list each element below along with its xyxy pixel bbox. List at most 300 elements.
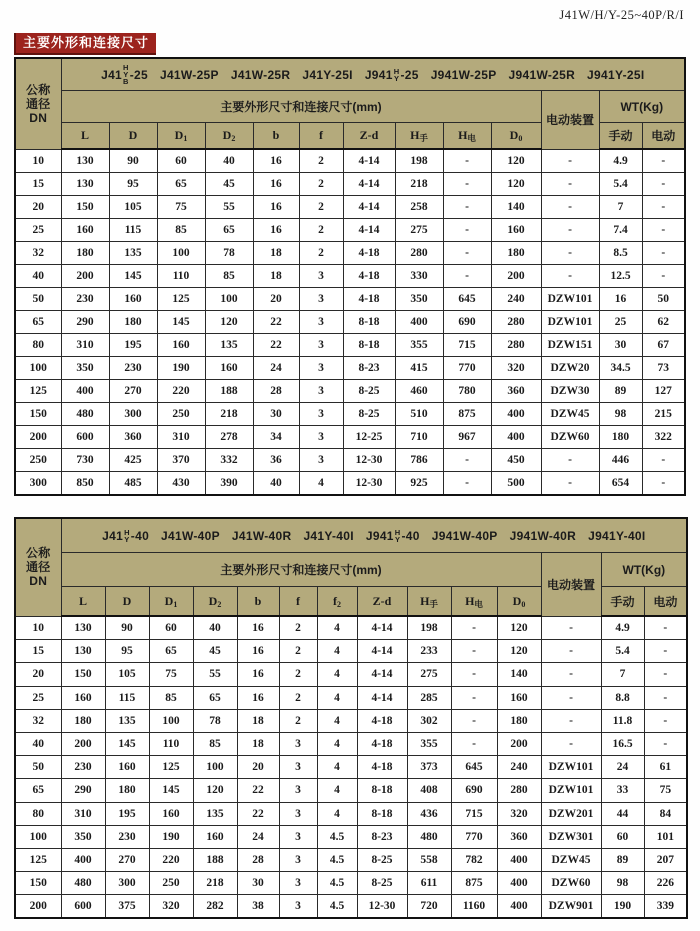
data-cell: 8-18 bbox=[343, 311, 395, 334]
dim-column-header: $D_2$ bbox=[193, 587, 237, 617]
data-cell: 160 bbox=[105, 756, 149, 779]
table-row bbox=[15, 149, 685, 173]
data-cell: 730 bbox=[61, 449, 109, 472]
models-header bbox=[61, 518, 687, 553]
table-row bbox=[15, 449, 685, 472]
data-cell: 654 bbox=[599, 472, 642, 496]
data-cell: 5.4 bbox=[599, 173, 642, 196]
data-cell: 400 bbox=[491, 426, 541, 449]
data-cell: 12-30 bbox=[357, 895, 407, 919]
dn-value-cell: 100 bbox=[15, 825, 61, 848]
data-cell: 7 bbox=[601, 663, 644, 686]
data-cell: DZW101 bbox=[541, 779, 601, 802]
data-cell: 7.4 bbox=[599, 219, 642, 242]
data-cell: - bbox=[443, 472, 491, 496]
data-cell: 4.9 bbox=[601, 616, 644, 640]
data-cell: 3 bbox=[279, 779, 317, 802]
data-cell: 4 bbox=[317, 802, 357, 825]
data-cell: 25 bbox=[599, 311, 642, 334]
dn-value-cell: 10 bbox=[15, 616, 61, 640]
data-cell: 120 bbox=[491, 149, 541, 173]
data-cell: 558 bbox=[407, 848, 451, 871]
data-cell: 16 bbox=[237, 686, 279, 709]
data-cell: 73 bbox=[642, 357, 685, 380]
data-cell: 120 bbox=[205, 311, 253, 334]
actuator-column-header: 电动装置 bbox=[541, 91, 599, 150]
data-cell: 200 bbox=[497, 732, 541, 755]
data-cell: 8-18 bbox=[357, 802, 407, 825]
table-row bbox=[15, 825, 687, 848]
data-cell: 320 bbox=[491, 357, 541, 380]
data-cell: 270 bbox=[105, 848, 149, 871]
dn-value-cell: 20 bbox=[15, 196, 61, 219]
dim-column-header: D bbox=[105, 587, 149, 617]
data-cell: - bbox=[642, 449, 685, 472]
data-cell: 2 bbox=[299, 149, 343, 173]
data-cell: - bbox=[451, 686, 497, 709]
data-cell: 370 bbox=[157, 449, 205, 472]
table-row bbox=[15, 196, 685, 219]
dim-column-header: $D_1$ bbox=[157, 123, 205, 150]
data-cell: 4 bbox=[317, 732, 357, 755]
data-cell: 4-14 bbox=[343, 196, 395, 219]
data-cell: 127 bbox=[642, 380, 685, 403]
data-cell: 300 bbox=[105, 872, 149, 895]
data-cell: 100 bbox=[193, 756, 237, 779]
data-cell: 275 bbox=[395, 219, 443, 242]
data-cell: DZW45 bbox=[541, 848, 601, 871]
data-cell: - bbox=[541, 173, 599, 196]
data-cell: 8-23 bbox=[357, 825, 407, 848]
table-row bbox=[15, 732, 687, 755]
data-cell: 65 bbox=[149, 640, 193, 663]
data-cell: 2 bbox=[299, 219, 343, 242]
data-cell: DZW201 bbox=[541, 802, 601, 825]
data-cell: 180 bbox=[599, 426, 642, 449]
data-cell: 220 bbox=[157, 380, 205, 403]
data-cell: 967 bbox=[443, 426, 491, 449]
data-cell: 4-14 bbox=[343, 173, 395, 196]
dimensions-table-pn25 bbox=[14, 57, 686, 496]
data-cell: 460 bbox=[395, 380, 443, 403]
dim-column-header: $H_手$ bbox=[407, 587, 451, 617]
data-cell: DZW30 bbox=[541, 380, 599, 403]
table-row bbox=[15, 357, 685, 380]
data-cell: 145 bbox=[105, 732, 149, 755]
data-cell: 30 bbox=[599, 334, 642, 357]
data-cell: 7 bbox=[599, 196, 642, 219]
data-cell: 400 bbox=[61, 380, 109, 403]
data-cell: 4-18 bbox=[343, 265, 395, 288]
data-cell: 18 bbox=[253, 265, 299, 288]
data-cell: - bbox=[541, 149, 599, 173]
data-cell: 690 bbox=[451, 779, 497, 802]
actuator-column-header: 电动装置 bbox=[541, 553, 601, 617]
data-cell: 8-18 bbox=[343, 334, 395, 357]
data-cell: 85 bbox=[157, 219, 205, 242]
data-cell: 3 bbox=[299, 311, 343, 334]
data-cell: 360 bbox=[109, 426, 157, 449]
dn-value-cell: 80 bbox=[15, 334, 61, 357]
data-cell: 190 bbox=[601, 895, 644, 919]
data-cell: 65 bbox=[157, 173, 205, 196]
data-cell: - bbox=[451, 732, 497, 755]
dim-column-header: $D_0$ bbox=[491, 123, 541, 150]
data-cell: 8-25 bbox=[357, 848, 407, 871]
data-cell: 4 bbox=[317, 663, 357, 686]
data-cell: 3 bbox=[299, 426, 343, 449]
data-cell: 285 bbox=[407, 686, 451, 709]
data-cell: 140 bbox=[491, 196, 541, 219]
table-row bbox=[15, 709, 687, 732]
data-cell: 61 bbox=[644, 756, 687, 779]
data-cell: 36 bbox=[253, 449, 299, 472]
data-cell: 195 bbox=[109, 334, 157, 357]
data-cell: 145 bbox=[109, 265, 157, 288]
dn-value-cell: 32 bbox=[15, 709, 61, 732]
data-cell: - bbox=[443, 149, 491, 173]
data-cell: 611 bbox=[407, 872, 451, 895]
data-cell: 3 bbox=[279, 825, 317, 848]
data-cell: 480 bbox=[407, 825, 451, 848]
dim-column-header: b bbox=[237, 587, 279, 617]
data-cell: 160 bbox=[205, 357, 253, 380]
data-cell: 145 bbox=[157, 311, 205, 334]
data-cell: - bbox=[541, 616, 601, 640]
data-cell: DZW151 bbox=[541, 334, 599, 357]
data-cell: 715 bbox=[443, 334, 491, 357]
dn-value-cell: 125 bbox=[15, 848, 61, 871]
data-cell: - bbox=[541, 472, 599, 496]
data-cell: 160 bbox=[61, 686, 105, 709]
data-cell: 89 bbox=[601, 848, 644, 871]
data-cell: 188 bbox=[205, 380, 253, 403]
data-cell: 720 bbox=[407, 895, 451, 919]
dn-value-cell: 40 bbox=[15, 732, 61, 755]
data-cell: 84 bbox=[644, 802, 687, 825]
data-cell: - bbox=[541, 732, 601, 755]
dn-value-cell: 125 bbox=[15, 380, 61, 403]
table-row bbox=[15, 616, 687, 640]
data-cell: 120 bbox=[497, 616, 541, 640]
model-designation: J41W-40R bbox=[231, 528, 292, 543]
data-cell: 50 bbox=[642, 288, 685, 311]
model-designation: J941 H Y -40 bbox=[365, 527, 420, 544]
data-cell: 130 bbox=[61, 640, 105, 663]
data-cell: 375 bbox=[105, 895, 149, 919]
data-cell: 85 bbox=[205, 265, 253, 288]
data-cell: 850 bbox=[61, 472, 109, 496]
data-cell: 320 bbox=[497, 802, 541, 825]
data-cell: 30 bbox=[237, 872, 279, 895]
data-cell: DZW45 bbox=[541, 403, 599, 426]
data-cell: - bbox=[644, 709, 687, 732]
weight-manual-header: 手动 bbox=[601, 587, 644, 617]
data-cell: - bbox=[451, 709, 497, 732]
data-cell: 485 bbox=[109, 472, 157, 496]
data-cell: 8-25 bbox=[357, 872, 407, 895]
data-cell: 22 bbox=[237, 779, 279, 802]
table-row bbox=[15, 640, 687, 663]
dim-column-header: L bbox=[61, 123, 109, 150]
data-cell: 135 bbox=[109, 242, 157, 265]
data-cell: 180 bbox=[109, 311, 157, 334]
data-cell: 89 bbox=[599, 380, 642, 403]
data-cell: 12-30 bbox=[343, 449, 395, 472]
dim-column-header: D bbox=[109, 123, 157, 150]
dimensions-table-pn40 bbox=[14, 517, 688, 919]
data-cell: 34.5 bbox=[599, 357, 642, 380]
data-cell: 645 bbox=[451, 756, 497, 779]
model-designation: J941W-40R bbox=[509, 528, 577, 543]
data-cell: 400 bbox=[491, 403, 541, 426]
data-cell: 4.5 bbox=[317, 872, 357, 895]
data-cell: 40 bbox=[193, 616, 237, 640]
weight-group-header: WT(Kg) bbox=[599, 91, 685, 123]
data-cell: 16 bbox=[253, 196, 299, 219]
table-row bbox=[15, 265, 685, 288]
data-cell: 400 bbox=[395, 311, 443, 334]
data-cell: 110 bbox=[157, 265, 205, 288]
model-designation: J941Y-25I bbox=[587, 67, 645, 82]
data-cell: 230 bbox=[109, 357, 157, 380]
data-cell: 290 bbox=[61, 779, 105, 802]
data-cell: 24 bbox=[253, 357, 299, 380]
data-cell: 180 bbox=[61, 709, 105, 732]
data-cell: 78 bbox=[205, 242, 253, 265]
weight-electric-header: 电动 bbox=[642, 123, 685, 150]
data-cell: 16 bbox=[253, 173, 299, 196]
data-cell: 390 bbox=[205, 472, 253, 496]
data-cell: 2 bbox=[279, 686, 317, 709]
data-cell: DZW901 bbox=[541, 895, 601, 919]
model-designation: J41Y-25I bbox=[302, 67, 353, 82]
dn-value-cell: 150 bbox=[15, 872, 61, 895]
data-cell: 45 bbox=[205, 173, 253, 196]
data-cell: 4 bbox=[317, 686, 357, 709]
data-cell: 415 bbox=[395, 357, 443, 380]
data-cell: 135 bbox=[193, 802, 237, 825]
data-cell: 65 bbox=[205, 219, 253, 242]
data-cell: 125 bbox=[149, 756, 193, 779]
data-cell: - bbox=[642, 242, 685, 265]
data-cell: 8-23 bbox=[343, 357, 395, 380]
data-cell: 230 bbox=[105, 825, 149, 848]
data-cell: 355 bbox=[407, 732, 451, 755]
data-cell: 230 bbox=[61, 288, 109, 311]
dn-value-cell: 50 bbox=[15, 288, 61, 311]
data-cell: DZW301 bbox=[541, 825, 601, 848]
data-cell: 20 bbox=[237, 756, 279, 779]
data-cell: 62 bbox=[642, 311, 685, 334]
data-cell: 140 bbox=[497, 663, 541, 686]
table-row bbox=[15, 872, 687, 895]
data-cell: - bbox=[443, 219, 491, 242]
data-cell: 240 bbox=[491, 288, 541, 311]
dn-value-cell: 65 bbox=[15, 779, 61, 802]
data-cell: 115 bbox=[105, 686, 149, 709]
dn-value-cell: 50 bbox=[15, 756, 61, 779]
data-cell: 2 bbox=[299, 173, 343, 196]
data-cell: 770 bbox=[451, 825, 497, 848]
dim-column-header: $f_2$ bbox=[317, 587, 357, 617]
data-cell: 310 bbox=[61, 334, 109, 357]
data-cell: 101 bbox=[644, 825, 687, 848]
dim-column-header: Z-d bbox=[357, 587, 407, 617]
dn-value-cell: 25 bbox=[15, 219, 61, 242]
data-cell: 98 bbox=[601, 872, 644, 895]
data-cell: 226 bbox=[644, 872, 687, 895]
dim-column-header: f bbox=[279, 587, 317, 617]
data-cell: 145 bbox=[149, 779, 193, 802]
data-cell: - bbox=[642, 173, 685, 196]
data-cell: - bbox=[642, 149, 685, 173]
data-cell: 12.5 bbox=[599, 265, 642, 288]
data-cell: 22 bbox=[237, 802, 279, 825]
data-cell: 40 bbox=[253, 472, 299, 496]
data-cell: 770 bbox=[443, 357, 491, 380]
dn-value-cell: 80 bbox=[15, 802, 61, 825]
data-cell: 100 bbox=[205, 288, 253, 311]
data-cell: 450 bbox=[491, 449, 541, 472]
data-cell: 310 bbox=[157, 426, 205, 449]
data-cell: 115 bbox=[109, 219, 157, 242]
data-cell: 400 bbox=[497, 895, 541, 919]
data-cell: 130 bbox=[61, 173, 109, 196]
model-designation: J941W-25P bbox=[430, 67, 497, 82]
data-cell: 408 bbox=[407, 779, 451, 802]
data-cell: 218 bbox=[395, 173, 443, 196]
data-cell: 8.5 bbox=[599, 242, 642, 265]
data-cell: 55 bbox=[193, 663, 237, 686]
models-header bbox=[61, 58, 685, 91]
dn-value-cell: 20 bbox=[15, 663, 61, 686]
data-cell: 4.5 bbox=[317, 825, 357, 848]
data-cell: 160 bbox=[497, 686, 541, 709]
data-cell: 875 bbox=[451, 872, 497, 895]
table-row bbox=[15, 403, 685, 426]
dim-column-header: $D_2$ bbox=[205, 123, 253, 150]
data-cell: 200 bbox=[491, 265, 541, 288]
data-cell: 40 bbox=[205, 149, 253, 173]
data-cell: - bbox=[541, 709, 601, 732]
model-designation: J41Y-40I bbox=[303, 528, 354, 543]
data-cell: 18 bbox=[237, 709, 279, 732]
dn-value-cell: 200 bbox=[15, 426, 61, 449]
data-cell: 4 bbox=[317, 756, 357, 779]
table-row bbox=[15, 472, 685, 496]
dn-value-cell: 25 bbox=[15, 686, 61, 709]
data-cell: 100 bbox=[157, 242, 205, 265]
stacked-suffix-letters: H Y bbox=[124, 527, 130, 544]
data-cell: 215 bbox=[642, 403, 685, 426]
model-designation: J41W-25P bbox=[159, 67, 219, 82]
data-cell: 3 bbox=[299, 334, 343, 357]
dn-value-cell: 15 bbox=[15, 640, 61, 663]
data-cell: 430 bbox=[157, 472, 205, 496]
data-cell: 2 bbox=[279, 640, 317, 663]
data-cell: 30 bbox=[253, 403, 299, 426]
data-cell: 198 bbox=[395, 149, 443, 173]
data-cell: 332 bbox=[205, 449, 253, 472]
data-cell: 218 bbox=[205, 403, 253, 426]
data-cell: 16.5 bbox=[601, 732, 644, 755]
data-cell: 310 bbox=[61, 802, 105, 825]
data-cell: 480 bbox=[61, 403, 109, 426]
data-cell: 38 bbox=[237, 895, 279, 919]
data-cell: 3 bbox=[279, 732, 317, 755]
data-cell: 5.4 bbox=[601, 640, 644, 663]
data-cell: 4-18 bbox=[343, 288, 395, 311]
data-cell: 16 bbox=[253, 219, 299, 242]
data-cell: - bbox=[451, 616, 497, 640]
data-cell: - bbox=[642, 265, 685, 288]
data-cell: - bbox=[644, 686, 687, 709]
dim-column-header: $H_电$ bbox=[443, 123, 491, 150]
data-cell: 360 bbox=[491, 380, 541, 403]
dim-column-header: $H_手$ bbox=[395, 123, 443, 150]
data-cell: 130 bbox=[61, 149, 109, 173]
data-cell: 4.9 bbox=[599, 149, 642, 173]
data-cell: 160 bbox=[109, 288, 157, 311]
stacked-suffix-letters: H Y bbox=[393, 66, 400, 83]
data-cell: 2 bbox=[299, 196, 343, 219]
data-cell: 2 bbox=[299, 242, 343, 265]
data-cell: 67 bbox=[642, 334, 685, 357]
data-cell: - bbox=[541, 686, 601, 709]
data-cell: 4 bbox=[317, 640, 357, 663]
data-cell: 120 bbox=[193, 779, 237, 802]
data-cell: 360 bbox=[497, 825, 541, 848]
data-cell: 34 bbox=[253, 426, 299, 449]
data-cell: 207 bbox=[644, 848, 687, 871]
data-cell: 8-25 bbox=[343, 380, 395, 403]
data-cell: 4-14 bbox=[357, 663, 407, 686]
data-cell: 3 bbox=[279, 848, 317, 871]
data-cell: DZW60 bbox=[541, 426, 599, 449]
data-cell: DZW101 bbox=[541, 311, 599, 334]
dn-value-cell: 300 bbox=[15, 472, 61, 496]
data-cell: - bbox=[541, 449, 599, 472]
data-cell: 24 bbox=[601, 756, 644, 779]
data-cell: 75 bbox=[149, 663, 193, 686]
model-designation: J41 H Y -40 bbox=[102, 527, 150, 544]
data-cell: - bbox=[541, 663, 601, 686]
data-cell: 400 bbox=[61, 848, 105, 871]
data-cell: 22 bbox=[253, 311, 299, 334]
data-cell: 105 bbox=[105, 663, 149, 686]
data-cell: 16 bbox=[599, 288, 642, 311]
data-cell: 44 bbox=[601, 802, 644, 825]
table-row bbox=[15, 663, 687, 686]
data-cell: - bbox=[451, 640, 497, 663]
data-cell: 8.8 bbox=[601, 686, 644, 709]
data-cell: 190 bbox=[149, 825, 193, 848]
data-cell: 350 bbox=[61, 357, 109, 380]
data-cell: DZW101 bbox=[541, 756, 601, 779]
data-cell: 85 bbox=[193, 732, 237, 755]
data-cell: DZW60 bbox=[541, 872, 601, 895]
data-cell: 715 bbox=[451, 802, 497, 825]
data-cell: 4 bbox=[317, 779, 357, 802]
data-cell: 780 bbox=[443, 380, 491, 403]
data-cell: 4-14 bbox=[343, 219, 395, 242]
data-cell: 60 bbox=[149, 616, 193, 640]
data-cell: 278 bbox=[205, 426, 253, 449]
data-cell: 4-18 bbox=[357, 756, 407, 779]
table-row bbox=[15, 219, 685, 242]
model-designation: J41W-40P bbox=[161, 528, 220, 543]
